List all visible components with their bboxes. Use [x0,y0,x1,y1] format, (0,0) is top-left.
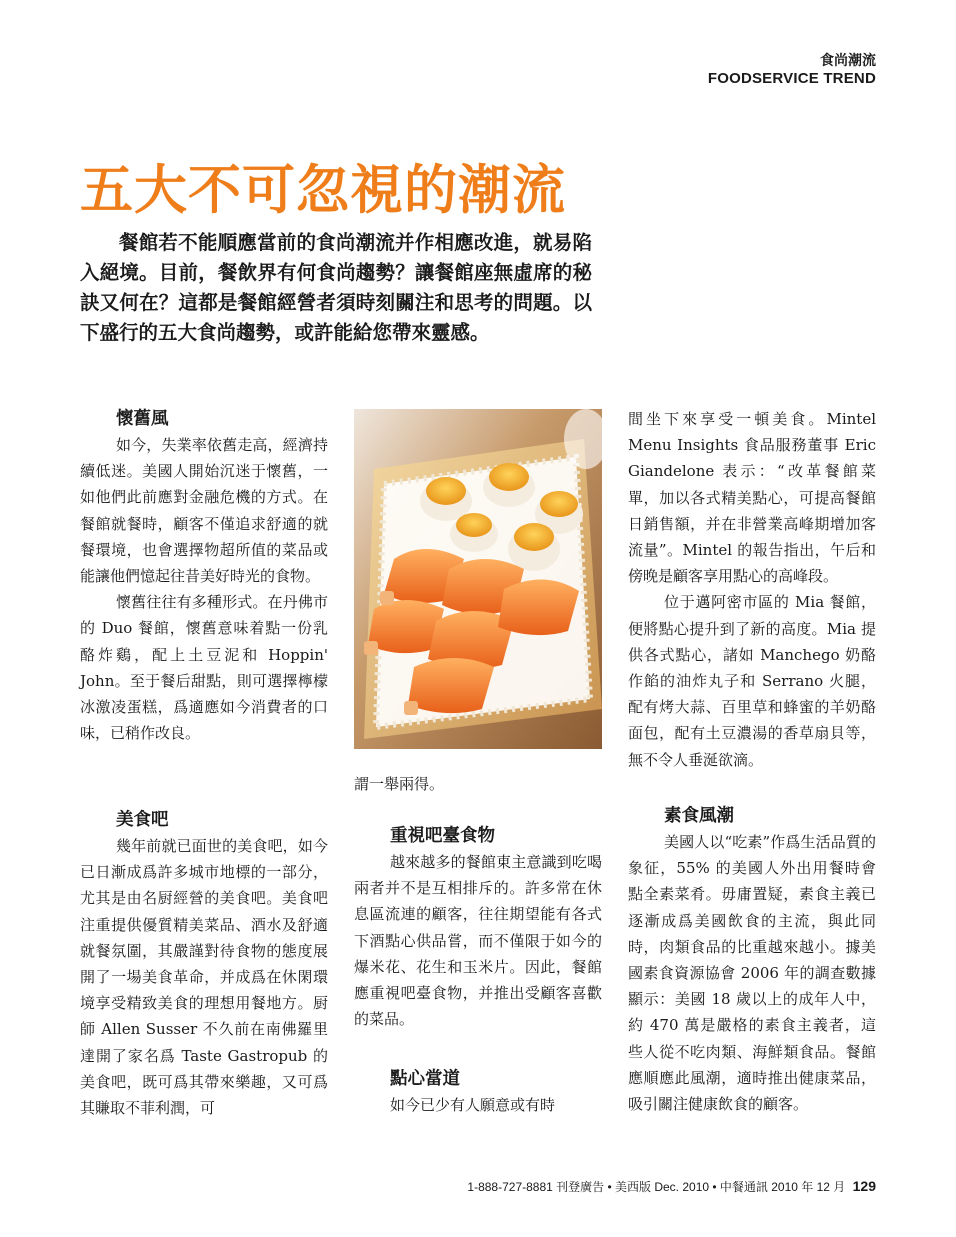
dessert-platter-illustration [354,409,602,749]
article-intro: 餐館若不能順應當前的食尚潮流并作相應改進，就易陷入絕境。目前，餐飲界有何食尚趨勢？讓餐館座無虛席的秘訣又何在？這都是餐館經營者須時刻關注和思考的問題。以下盛行的五大食尚趨勢，或許能給您帶來靈感。 [80,231,592,344]
article-title: 五大不可忽視的潮流 [80,159,566,221]
section-label-english: FOODSERVICE TREND [707,70,876,87]
page-number: 129 [852,1178,876,1194]
column-middle-dim-sum [354,1066,602,1118]
dim-sum-paragraph-1-continued: 間坐下來享受一頓美食。Mintel Menu Insights 食品服務董事 Eric Giandelone 表示：“改革餐館菜單，加以各式精美點心，可提高餐館日銷售額，并在非營業高峰期增加客流量”。Mintel 的報告指出，午后和傍晚是顧客享用點心的高峰段。 [628,410,876,586]
heading-bar-food: 重視吧臺食物 [390,826,495,846]
footer-info: 1-888-727-8881 刊登廣告 • 美西版 Dec. 2010 • 中餐通訊 2010 年 12 月 [467,1180,846,1194]
heading-dim-sum: 點心當道 [390,1069,460,1089]
column-right [628,406,876,773]
nostalgia-paragraph-2: 懷舊往往有多種形式。在丹佛市的 Duo 餐館，懷舊意味着點一份乳酪炸鷄，配上土豆泥和 Hoppin' John。至于餐后甜點，則可選擇檸檬冰激凌蛋糕，爲適應如今消費者的口味，已稍作改良。 [80,593,328,743]
section-label-chinese: 食尚潮流 [820,53,876,69]
column-left-lower [80,807,328,1121]
column-middle-bar-food [354,823,602,1032]
heading-nostalgia: 懷舊風 [116,409,169,429]
gastropub-paragraph-1: 幾年前就已面世的美食吧，如今已日漸成爲許多城市地標的一部分，尤其是由名厨經營的美食吧。美食吧注重提供優質精美菜品、酒水及舒適就餐氛圍，其嚴謹對待食物的態度展開了一場美食革命，并成爲在休閑環境享受精致美食的理想用餐地方。厨師 Allen Susser 不久前在南佛羅里達開了家名爲 Taste Gastropub 的美食吧，既可爲其帶來樂趣，又可爲其賺取不菲利潤，可 [80,837,328,1118]
dim-sum-paragraph-2: 位于邁阿密市區的 Mia 餐館，便將點心提升到了新的高度。Mia 提供各式點心，諸如 Manchego 奶酪作餡的油炸丸子和 Serrano 火腿，配有烤大蒜、百里草和蜂蜜的羊奶酪面包，配有土豆濃湯的香草扇貝等，無不令人垂涎欲滴。 [628,593,876,769]
dim-sum-paragraph-1: 如今已少有人願意或有時 [390,1096,556,1114]
page-footer [467,1178,876,1195]
heading-vegetarian: 素食風潮 [664,806,734,826]
food-photo [354,409,602,749]
vegetarian-paragraph-1: 美國人以“吃素”作爲生活品質的象征，55% 的美國人外出用餐時會點全素菜肴。毋庸置疑，素食主義已逐漸成爲美國飲食的主流，與此同時，肉類食品的比重越來越小。據美國素食資源協會 2006 年的調查數據顯示：美國 18 歲以上的成年人中，約 470 萬是嚴格的素食主義者，這些人從不吃肉類、海鮮類食品。餐館應順應此風潮，適時推出健康菜品，吸引關注健康飲食的顧客。 [628,833,876,1114]
heading-gastropub: 美食吧 [116,810,169,830]
column-middle [354,771,602,797]
gastropub-paragraph-ending: 謂一舉兩得。 [354,775,445,793]
column-left [80,406,328,746]
bar-food-paragraph-1: 越來越多的餐館東主意識到吃喝兩者并不是互相排斥的。許多常在休息區流連的顧客，往往期望能有各式下酒點心供品嘗，而不僅限于如今的爆米花、花生和玉米片。因此，餐館應重視吧臺食物，并推出受顧客喜歡的菜品。 [354,853,602,1029]
column-right-vegetarian [628,803,876,1117]
nostalgia-paragraph-1: 如今，失業率依舊走高，經濟持續低迷。美國人開始沉迷于懷舊，一如他們此前應對金融危機的方式。在餐館就餐時，顧客不僅追求舒適的就餐環境，也會選擇物超所值的菜品或能讓他們憶起往昔美好時光的食物。 [80,436,328,586]
